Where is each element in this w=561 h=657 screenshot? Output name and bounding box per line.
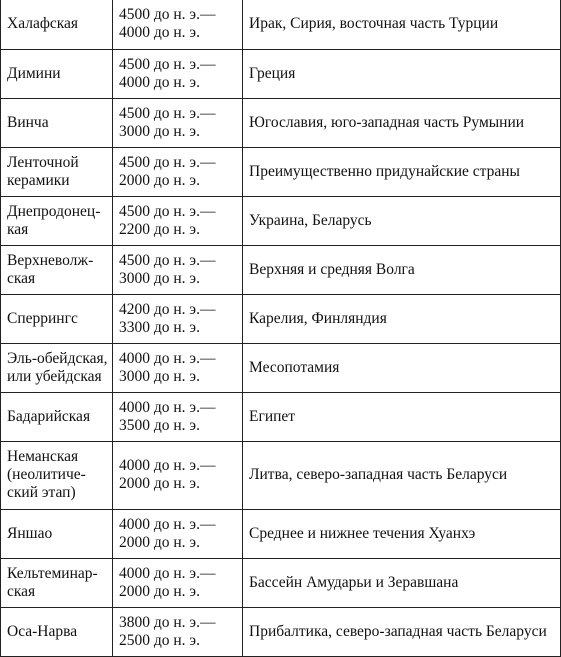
date-range-line: 2000 до н. э.: [119, 582, 200, 600]
date-range-line: 3800 до н. э.—: [119, 613, 216, 631]
date-range-cell: [113, 607, 243, 656]
date-range-line: 3500 до н. э.: [119, 416, 200, 434]
date-range-line: 4000 до н. э.—: [119, 457, 216, 474]
date-range-cell: [113, 392, 243, 441]
region-cell: Греция: [243, 49, 561, 98]
date-range-line: 4500 до н. э.—: [119, 55, 216, 73]
culture-name-line: Эль-обейдская,: [7, 349, 108, 367]
date-range-line: 3000 до н. э.: [119, 269, 200, 287]
date-range-cell: [113, 294, 243, 343]
region-cell: Прибалтика, северо-западная часть Беларуси: [243, 607, 561, 656]
date-range-cell: [113, 147, 243, 196]
region-cell: Верхняя и средняя Волга: [243, 245, 561, 294]
table-row: [1, 558, 561, 607]
culture-name-line: ский этап): [7, 484, 76, 501]
date-range-cell: [113, 441, 243, 509]
culture-name-cell: [1, 98, 113, 147]
date-range-cell: [113, 343, 243, 392]
region-cell: Бассейн Амударьи и Зеравшана: [243, 558, 561, 607]
date-range-cell: [113, 0, 243, 49]
culture-name-line: Бадарийская: [7, 407, 91, 425]
date-range-line: 2000 до н. э.: [119, 475, 200, 492]
region-cell: Преимущественно придунайские страны: [243, 147, 561, 196]
culture-name-cell: [1, 196, 113, 245]
date-range-line: 2000 до н. э.: [119, 533, 200, 551]
table-row: [1, 441, 561, 509]
date-range-line: 2000 до н. э.: [119, 171, 200, 189]
table-row: [1, 147, 561, 196]
table-row: [1, 0, 561, 49]
table-row: [1, 294, 561, 343]
culture-name-line: Винча: [7, 113, 49, 131]
culture-name-line: ская: [7, 269, 36, 287]
date-range-line: 4500 до н. э.—: [119, 153, 216, 171]
table-row: [1, 98, 561, 147]
culture-name-line: керамики: [7, 171, 70, 189]
culture-name-cell: [1, 392, 113, 441]
date-range-line: 2500 до н. э.: [119, 631, 200, 649]
date-range-line: 4000 до н. э.: [119, 24, 200, 42]
culture-name-line: Верхневолж-: [7, 251, 94, 269]
date-range-line: 4000 до н. э.—: [119, 515, 216, 533]
culture-name-cell: [1, 0, 113, 49]
culture-name-line: Днепродонец-: [7, 202, 101, 220]
date-range-line: 4500 до н. э.—: [119, 104, 216, 122]
culture-name-line: Сперрингс: [7, 309, 78, 327]
date-range-cell: [113, 558, 243, 607]
table-row: [1, 392, 561, 441]
date-range-cell: [113, 98, 243, 147]
culture-name-line: или убейдская: [7, 367, 102, 385]
date-range-line: 4500 до н. э.—: [119, 202, 216, 220]
region-cell: Ирак, Сирия, восточная часть Турции: [243, 0, 561, 49]
date-range-line: 3000 до н. э.: [119, 122, 200, 140]
region-cell: Среднее и нижнее течения Хуанхэ: [243, 509, 561, 558]
date-range-line: 4000 до н. э.—: [119, 398, 216, 416]
region-cell: Египет: [243, 392, 561, 441]
culture-name-cell: [1, 441, 113, 509]
date-range-line: 4500 до н. э.—: [119, 6, 216, 24]
date-range-cell: [113, 509, 243, 558]
region-cell: Литва, северо-западная часть Беларуси: [243, 441, 561, 509]
date-range-cell: [113, 245, 243, 294]
culture-name-line: кая: [7, 220, 29, 238]
date-range-cell: [113, 49, 243, 98]
culture-name-cell: [1, 509, 113, 558]
table-row: [1, 509, 561, 558]
culture-name-line: Яншао: [7, 524, 53, 542]
date-range-line: 4000 до н. э.—: [119, 349, 216, 367]
table-row: [1, 245, 561, 294]
culture-name-line: Кельтеминар-: [7, 564, 98, 582]
table-body: [1, 0, 561, 656]
table-row: [1, 49, 561, 98]
culture-name-cell: [1, 294, 113, 343]
date-range-line: 4000 до н. э.—: [119, 564, 216, 582]
culture-name-cell: [1, 607, 113, 656]
culture-name-cell: [1, 245, 113, 294]
date-range-line: 4000 до н. э.: [119, 73, 200, 91]
table-row: [1, 343, 561, 392]
date-range-line: 3300 до н. э.: [119, 318, 200, 336]
region-cell: Карелия, Финляндия: [243, 294, 561, 343]
date-range-cell: [113, 196, 243, 245]
culture-name-line: (неолитиче-: [7, 466, 86, 483]
culture-name-line: Халафская: [7, 15, 79, 33]
table-row: [1, 196, 561, 245]
culture-name-line: ская: [7, 582, 36, 600]
culture-name-line: Неманская: [7, 448, 79, 465]
culture-name-line: Оса-Нарва: [7, 622, 78, 640]
culture-name-cell: [1, 49, 113, 98]
region-cell: Югославия, юго-западная часть Румынии: [243, 98, 561, 147]
culture-name-cell: [1, 343, 113, 392]
date-range-line: 4500 до н. э.—: [119, 251, 216, 269]
date-range-line: 3000 до н. э.: [119, 367, 200, 385]
region-cell: Украина, Беларусь: [243, 196, 561, 245]
region-cell: Месопотамия: [243, 343, 561, 392]
date-range-line: 2200 до н. э.: [119, 220, 200, 238]
culture-name-line: Димини: [7, 64, 61, 82]
date-range-line: 4200 до н. э.—: [119, 300, 216, 318]
culture-name-cell: [1, 558, 113, 607]
culture-name-line: Ленточной: [7, 153, 79, 171]
table-row: [1, 607, 561, 656]
culture-name-cell: [1, 147, 113, 196]
